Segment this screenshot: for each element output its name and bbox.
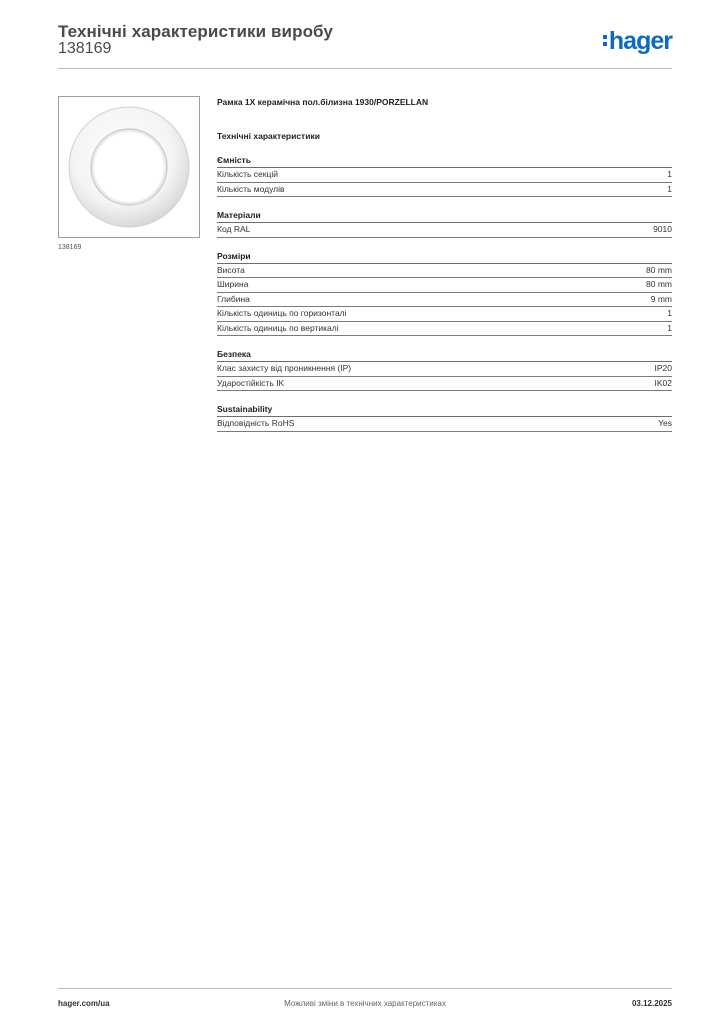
spec-row — [217, 417, 672, 432]
spec-label: Кількість одиниць по вертикалі — [217, 322, 339, 333]
spec-row — [217, 264, 672, 279]
spec-label: Кількість секцій — [217, 169, 278, 179]
spec-value: IK02 — [654, 377, 672, 388]
spec-value: 1 — [667, 169, 672, 179]
footer-notice: Можливі зміни в технічних характеристиках — [284, 999, 446, 1008]
spec-value: 1 — [667, 183, 672, 194]
spec-label: Відповідність RoHS — [217, 418, 295, 428]
spec-section-title: Технічні характеристики — [217, 131, 320, 141]
footer-website-link[interactable]: hager.com/ua — [58, 999, 110, 1008]
article-number: 138169 — [58, 40, 112, 57]
group-title: Розміри — [217, 250, 672, 264]
spec-value: IP20 — [654, 363, 672, 373]
spec-row — [217, 183, 672, 198]
group-title: Ємність — [217, 154, 672, 168]
spec-content — [217, 96, 672, 432]
spec-label: Кількість одиниць по горизонталі — [217, 308, 347, 318]
page-header — [58, 20, 672, 69]
spec-group-sustainability — [217, 403, 672, 432]
image-caption: 138169 — [58, 244, 82, 251]
spec-row — [217, 307, 672, 322]
spec-label: Ударостійкість IK — [217, 377, 285, 388]
spec-group-safety — [217, 348, 672, 391]
spec-group-capacity — [217, 154, 672, 197]
spec-label: Ширина — [217, 279, 249, 289]
spec-label: Клас захисту від проникнення (IP) — [217, 363, 352, 373]
spec-group-dimensions — [217, 250, 672, 337]
group-title: Sustainability — [217, 403, 672, 417]
page-footer — [58, 988, 672, 1011]
spec-label: Глибина — [217, 293, 250, 304]
product-name: Рамка 1X керамічна пол.білизна 1930/PORZELLAN — [217, 97, 429, 107]
logo-dots-icon — [603, 35, 607, 46]
spec-value: 1 — [667, 322, 672, 333]
spec-value: 9 mm — [650, 293, 672, 304]
page-title: Технічні характеристики виробу — [58, 22, 333, 41]
spec-value: Yes — [658, 418, 672, 428]
footer-date: 03.12.2025 — [631, 999, 672, 1008]
spec-label: Код RAL — [217, 224, 251, 234]
hager-logo — [603, 26, 672, 56]
logo-text: hager — [608, 27, 672, 55]
spec-label: Кількість модулів — [217, 183, 285, 194]
spec-row — [217, 377, 672, 392]
spec-label: Висота — [217, 264, 245, 275]
spec-value: 9010 — [653, 224, 672, 234]
spec-value: 80 mm — [646, 279, 672, 289]
spec-value: 1 — [667, 308, 672, 318]
spec-row — [217, 322, 672, 337]
group-title: Матеріали — [217, 209, 672, 223]
spec-row — [217, 223, 672, 238]
spec-value: 80 mm — [646, 264, 672, 275]
product-image — [58, 96, 200, 238]
spec-row — [217, 278, 672, 293]
spec-row — [217, 362, 672, 377]
spec-row — [217, 293, 672, 308]
group-title: Безпека — [217, 348, 672, 362]
spec-row — [217, 168, 672, 183]
spec-group-materials — [217, 209, 672, 238]
ceramic-ring-frame-icon — [67, 105, 191, 229]
